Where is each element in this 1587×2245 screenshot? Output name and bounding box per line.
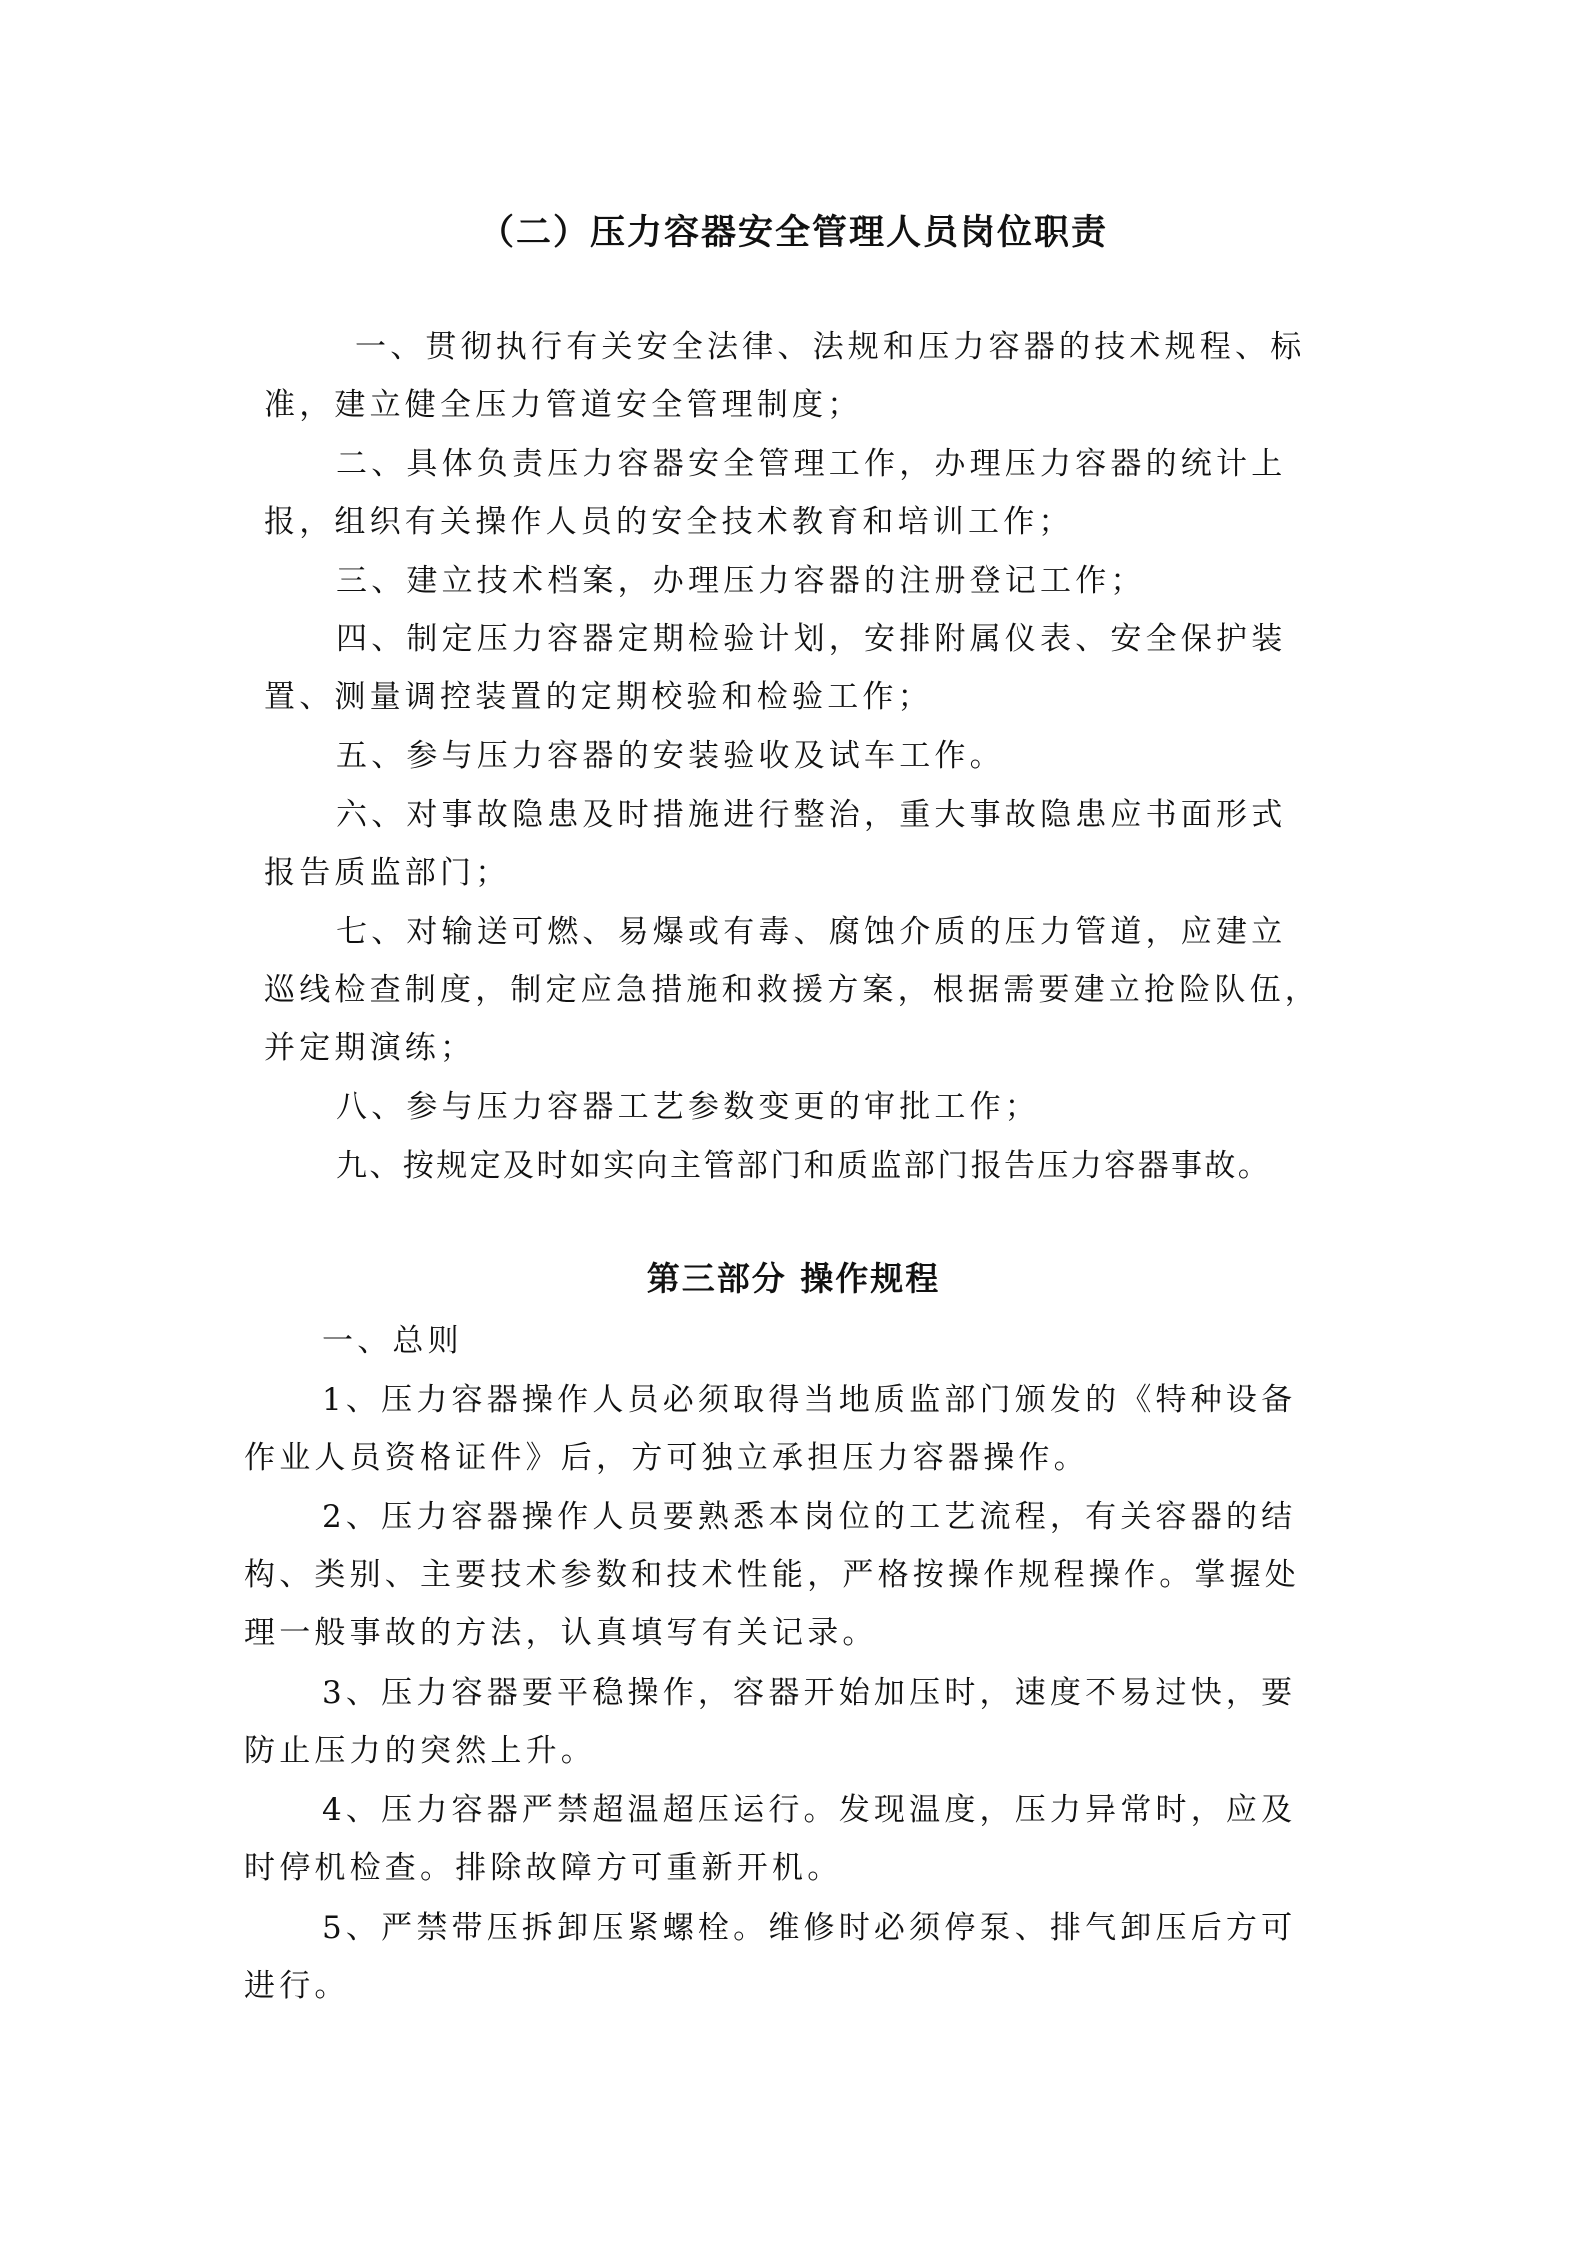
duty-line: 巡线检查制度，制定应急措施和救援方案，根据需要建立抢险队伍， — [264, 972, 1320, 1008]
duty-line: 六、对事故隐患及时措施进行整治，重大事故隐患应书面形式 — [336, 797, 1287, 833]
rule-item-3 — [244, 1664, 1297, 1780]
rule-line: 进行。 — [244, 1968, 350, 2004]
duty-line: 置、测量调控装置的定期校验和检验工作； — [264, 679, 933, 715]
rule-item-2 — [244, 1488, 1300, 1662]
duty-item-3 — [336, 552, 1146, 610]
duty-item-6 — [264, 786, 1287, 902]
rule-line: 构、类别、主要技术参数和技术性能，严格按操作规程操作。掌握处 — [244, 1557, 1300, 1593]
section-title-duties: （二）压力容器安全管理人员岗位职责 — [478, 212, 1108, 253]
duty-line: 四、制定压力容器定期检验计划，安排附属仪表、安全保护装 — [336, 621, 1287, 657]
rule-line: 1、压力容器操作人员必须取得当地质监部门颁发的《特种设备 — [322, 1382, 1297, 1418]
duty-line: 报告质监部门； — [264, 855, 511, 891]
duty-item-7 — [264, 903, 1320, 1077]
section-title-operating-rules: 第三部分 操作规程 — [646, 1259, 941, 1298]
duty-line: 并定期演练； — [264, 1030, 476, 1066]
duty-line: 七、对输送可燃、易爆或有毒、腐蚀介质的压力管道，应建立 — [336, 914, 1287, 950]
duty-item-5 — [336, 727, 1005, 785]
duty-line: 九、按规定及时如实向主管部门和质监部门报告压力容器事故。 — [336, 1148, 1272, 1184]
duty-item-2 — [264, 435, 1287, 551]
rule-item-1 — [244, 1371, 1297, 1487]
rule-line: 防止压力的突然上升。 — [244, 1733, 596, 1769]
subsection-title: 一、总则 — [322, 1323, 463, 1359]
rule-line: 时停机检查。排除故障方可重新开机。 — [244, 1850, 843, 1886]
duty-item-9 — [336, 1137, 1271, 1195]
rule-line: 4、压力容器严禁超温超压运行。发现温度，压力异常时，应及 — [322, 1792, 1297, 1828]
rule-line: 5、严禁带压拆卸压紧螺栓。维修时必须停泵、排气卸压后方可 — [322, 1910, 1297, 1946]
rule-item-5 — [244, 1899, 1297, 2015]
rule-line: 3、压力容器要平稳操作，容器开始加压时，速度不易过快，要 — [322, 1675, 1297, 1711]
duty-line: 一、贯彻执行有关安全法律、法规和压力容器的技术规程、标 — [355, 329, 1306, 365]
rule-item-4 — [244, 1781, 1297, 1897]
duty-line: 二、具体负责压力容器安全管理工作，办理压力容器的统计上 — [336, 446, 1287, 482]
duty-line: 五、参与压力容器的安装验收及试车工作。 — [336, 738, 1005, 774]
duty-line: 准，建立健全压力管道安全管理制度； — [264, 387, 863, 423]
duty-line: 八、参与压力容器工艺参数变更的审批工作； — [336, 1089, 1040, 1125]
subsection-title-general — [322, 1312, 463, 1370]
rule-line: 2、压力容器操作人员要熟悉本岗位的工艺流程，有关容器的结 — [322, 1499, 1297, 1535]
duty-item-8 — [336, 1078, 1040, 1136]
duty-line: 报，组织有关操作人员的安全技术教育和培训工作； — [264, 504, 1074, 540]
duty-item-1 — [264, 318, 1306, 434]
duty-item-4 — [264, 610, 1287, 726]
rule-line: 理一般事故的方法，认真填写有关记录。 — [244, 1615, 878, 1651]
rule-line: 作业人员资格证件》后，方可独立承担压力容器操作。 — [244, 1440, 1089, 1476]
duty-line: 三、建立技术档案，办理压力容器的注册登记工作； — [336, 563, 1146, 599]
